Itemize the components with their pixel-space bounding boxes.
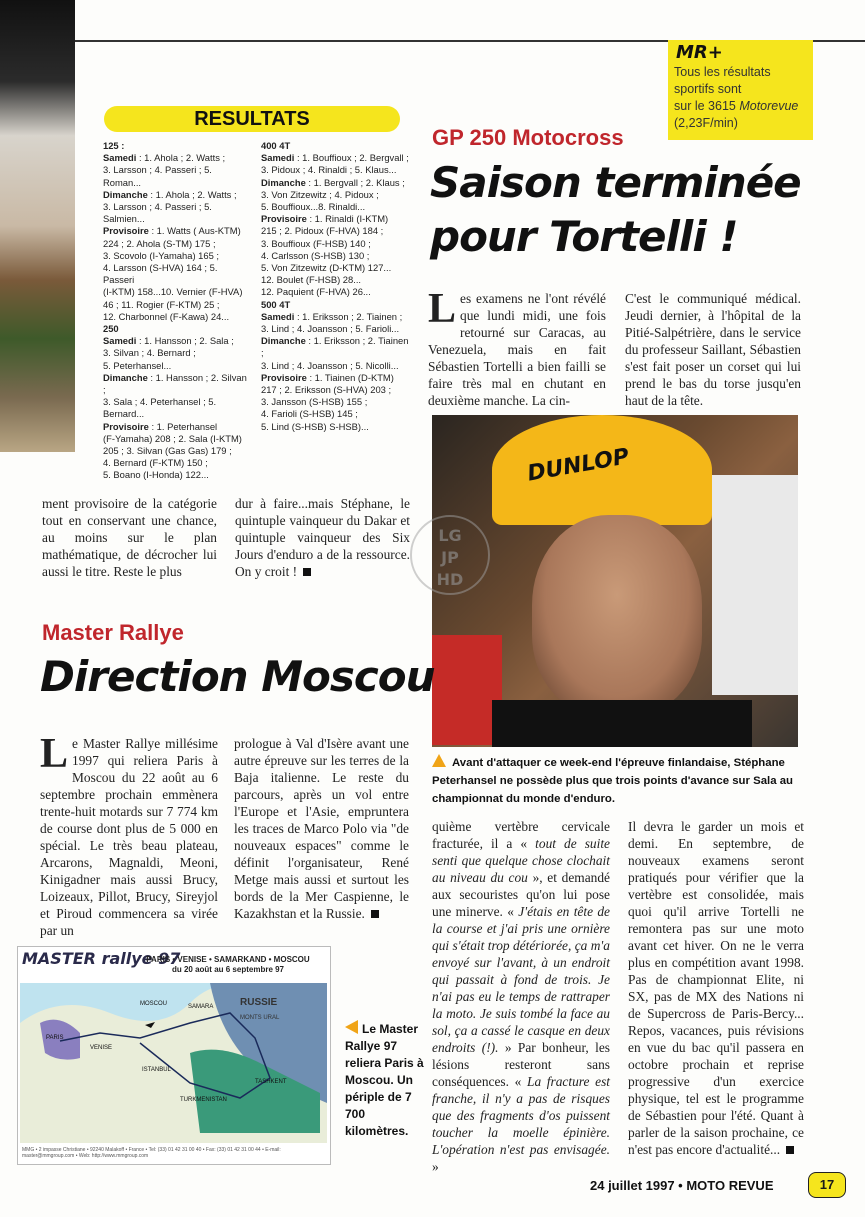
- results-line: Samedi : 1. Eriksson ; 2. Tiainen ;: [261, 310, 403, 322]
- map-city-0: PARIS: [46, 1035, 64, 1041]
- results-line: 3. Pidoux ; 4. Rinaldi ; 5. Klaus...: [261, 164, 397, 176]
- map-label-oural: MONTS URAL: [240, 1015, 280, 1021]
- results-column-1: [103, 140, 251, 482]
- end-mark-icon: [303, 568, 311, 576]
- map-city-2: MOSCOU: [140, 1001, 167, 1007]
- results-line: 3. Von Zitzewitz ; 4. Pidoux ;: [261, 188, 379, 200]
- results-column-2: [261, 140, 409, 433]
- results-line: Samedi : 1. Bouffioux ; 2. Bergvall ;: [261, 152, 409, 164]
- results-line: 215 ; 2. Pidoux (F-HVA) 184 ;: [261, 225, 384, 237]
- results-line: Provisoire : 1. Watts ( Aus-KTM): [103, 225, 241, 237]
- results-line: Provisoire : 1. Rinaldi (I-KTM): [261, 213, 389, 225]
- map-label-russie: RUSSIE: [240, 997, 278, 1008]
- results-line: 205 ; 3. Silvan (Gas Gas) 179 ;: [103, 445, 232, 457]
- triangle-left-icon: [345, 1020, 358, 1034]
- photo-background-sponsor: [712, 475, 798, 695]
- results-line: 5. Bouffioux...8. Rinaldi...: [261, 201, 366, 213]
- map-city-4: ISTANBUL: [142, 1067, 171, 1073]
- results-line: 4. Larsson (S-HVA) 164 ; 5. Passeri: [103, 262, 218, 286]
- results-line: 5. Lind (S-HSB) S-HSB)...: [261, 420, 369, 432]
- gp250-dropcap: L: [428, 286, 457, 332]
- master-rallye-logo: MASTER rallye 97: [22, 949, 181, 968]
- route-map-svg: [20, 983, 327, 1143]
- rallye-dropcap: L: [40, 731, 69, 777]
- gp250-column-3: quième vertèbre cervicale fracturée, il a « tout de suite senti que quelque chose clochait au niveau du cou », et demandé aux secouristes qu'on lui pose une minerve. « J'étais en tête de la course et j'ai pris une ornière qui s'était trop détériorée, ça m'a envoyé sur l'avant, à un endroit qui passait à fond de trois. Je n'ai pas eu le temps de rattraper la moto. Je suis tombé la face au sol, ça a cassé le casque en deux endroits (!). » Par bonheur, les lésions resteront sans conséquences. « La fracture est franche, il n'y a pas de risques que des fragments d'os puissent toucher la moelle épinière. L'opération n'est pas envisagée. »: [432, 819, 611, 1174]
- results-line: 5. Boano (I-Honda) 122...: [103, 469, 209, 481]
- results-line: Provisoire : 1. Tiainen (D-KTM): [261, 371, 394, 383]
- results-line: 3. Lind ; 4. Joansson ; 5. Nicolli...: [261, 359, 399, 371]
- results-line: 125 :: [103, 140, 125, 151]
- rider-face: [532, 515, 702, 715]
- results-line: 250: [103, 323, 119, 335]
- results-line: 3. Scovolo (I-Yamaha) 165 ;: [103, 249, 220, 261]
- map-city-6: TASHKENT: [255, 1079, 287, 1085]
- results-line: 12. Boulet (F-HSB) 28...: [261, 274, 362, 286]
- results-line: 12. Paquient (F-HVA) 26...: [261, 286, 371, 298]
- end-mark-icon: [371, 910, 379, 918]
- rallye-map: [17, 946, 331, 1165]
- results-line: 4. Carlsson (S-HSB) 130 ;: [261, 249, 370, 261]
- end-mark-icon: [786, 1146, 794, 1154]
- results-line: 400 4T: [261, 140, 291, 151]
- results-line: 224 ; 2. Ahola (S-TM) 175 ;: [103, 237, 216, 249]
- gp250-kicker: GP 250 Motocross: [432, 125, 624, 150]
- results-line: Dimanche : 1. Ahola ; 2. Watts ;: [103, 188, 237, 200]
- left-edge-photo: [0, 0, 75, 452]
- results-line: Dimanche : 1. Bergvall ; 2. Klaus ;: [261, 176, 405, 188]
- gp250-headline-line2: pour Tortelli !: [430, 212, 738, 261]
- results-line: Dimanche : 1. Hansson ; 2. Silvan ;: [103, 371, 247, 396]
- results-line: 5. Peterhansel...: [103, 359, 172, 371]
- rider-collar: [492, 700, 752, 747]
- issue-footer: 24 juillet 1997 • MOTO REVUE: [590, 1178, 774, 1193]
- results-line: (I-KTM) 158...10. Vernier (F-HVA): [103, 286, 243, 298]
- gp250-column-2: C'est le communiqué médical. Jeudi dernier, à l'hôpital de la Pitié-Salpétrière, dans le service du professeur Saillant, Sébastien s'est fait poser un corset qui lui prend le bas du torse jusqu'en haut de la tête.: [625, 291, 801, 408]
- results-line: 3. Bouffioux (F-HSB) 140 ;: [261, 237, 371, 249]
- results-line: 3. Larsson ; 4. Passeri ; 5. Roman...: [103, 164, 212, 188]
- map-header: PARIS • VENISE • SAMARKAND • MOSCOU du 20 août au 6 septembre 97: [146, 955, 310, 974]
- results-line: Provisoire : 1. Peterhansel: [103, 420, 218, 432]
- results-line: 3. Larsson ; 4. Passeri ; 5. Salmien...: [103, 201, 212, 225]
- results-line: 4. Farioli (S-HSB) 145 ;: [261, 408, 358, 420]
- results-line: 46 ; 11. Rogier (F-KTM) 25 ;: [103, 298, 220, 310]
- map-city-5: TURKMENISTAN: [180, 1097, 227, 1103]
- results-line: 3. Lind ; 4. Joansson ; 5. Farioli...: [261, 323, 400, 335]
- results-line: 500 4T: [261, 298, 291, 310]
- map-caption: Le Master Rallye 97 reliera Paris à Moscou. Un périple de 7 700 kilomètres.: [345, 1022, 424, 1138]
- page-number: 17: [808, 1172, 846, 1198]
- results-line: 217 ; 2. Eriksson (S-HVA) 203 ;: [261, 384, 392, 396]
- results-line: 5. Von Zitzewitz (D-KTM) 127...: [261, 262, 392, 274]
- gp250-column-1: Les examens ne l'ont révélé que lundi midi, une fois retourné sur Caracas, au Venezuela, mais en fait Sébastien Tortelli a bien failli se faire très mal en chutant en deuxième manche. La cin-: [428, 286, 606, 408]
- results-line: Samedi : 1. Ahola ; 2. Watts ;: [103, 152, 226, 164]
- results-line: 12. Charbonnel (F-Kawa) 24...: [103, 310, 230, 322]
- photo-caption: Avant d'attaquer ce week-end l'épreuve finlandaise, Stéphane Peterhansel ne possède plus que trois points d'avance sur Sala au championnat du monde d'enduro.: [432, 754, 802, 808]
- gp250-headline-line1: Saison terminée: [430, 158, 801, 207]
- results-line: Samedi : 1. Hansson ; 2. Sala ;: [103, 335, 234, 347]
- results-line: Dimanche : 1. Eriksson ; 2. Tiainen ;: [261, 335, 409, 359]
- rallye-column-2: prologue à Val d'Isère avant une autre épreuve sur les terres de la Baja italienne. Le reste du parcours, après un vol entre l'Europe et l'Asie, empruntera les traces de Marco Polo via "de nouveaux espaces" comme le définit l'organisateur, René Metge mais aussi et surtout les bords de la Mer Caspienne, le Kazakhstan et la Russie.: [234, 736, 409, 921]
- results-line: 3. Jansson (S-HSB) 155 ;: [261, 396, 368, 408]
- enduro-column-2: dur à faire...mais Stéphane, le quintuple vainqueur du Dakar et quintuple vainqueur des Six Jours d'enduro a de la ressource. On y croit !: [235, 496, 410, 579]
- results-line: 3. Silvan ; 4. Bernard ;: [103, 347, 196, 359]
- results-title: RESULTATS: [104, 106, 400, 132]
- mr-plus-text: Tous les résultats sportifs sont sur le 3615 Motorevue (2,23F/min): [674, 65, 799, 130]
- map-canvas: [20, 983, 327, 1143]
- rallye-kicker: Master Rallye: [42, 620, 184, 645]
- map-city-1: VENISE: [90, 1045, 113, 1051]
- mr-plus-logo: MR+: [676, 42, 723, 63]
- triangle-icon: [432, 754, 446, 767]
- watermark-logo: LG JP HD: [410, 515, 490, 595]
- results-line: (F-Yamaha) 208 ; 2. Sala (I-KTM): [103, 432, 242, 444]
- enduro-column-1: ment provisoire de la catégorie tout en conservant une chance, au moins sur le plan mathématique, de décrocher lui aussi le titre. Reste le plus: [42, 496, 217, 579]
- cap-logo: DUNLOP: [525, 444, 632, 487]
- results-line: 3. Sala ; 4. Peterhansel ; 5. Bernard...: [103, 396, 217, 420]
- map-city-3: SAMARA: [188, 1004, 214, 1010]
- rallye-headline: Direction Moscou: [40, 652, 435, 701]
- results-line: 4. Bernard (F-KTM) 150 ;: [103, 457, 208, 469]
- rallye-column-1: Le Master Rallye millésime 1997 qui reliera Paris à Moscou du 22 août au 6 septembre prochain emmènera trente-huit motards sur 7 774 km de course dont plus de 5 000 en spécial. Le très beau plateau, Arcarons, Magnaldi, Meoni, Kinigadner mais aussi Brucy, Loizeaux, Pillot, Brucy, Sireyjol et Piroud commencera sa virée par un: [40, 731, 218, 938]
- map-footer: MMG • 2 impasse Christiane • 92240 Malakoff • France • Tel: (33) 01 42 31 00 40 • Fax: (33) 01 42 31 00 44 • E-mail: master@mmgroup.com • Web: http://www.mmgroup.com: [22, 1147, 281, 1159]
- gp250-column-4: Il devra le garder un mois et demi. En septembre, de nouveaux examens seront pratiqués pour vérifier que la vertèbre est consolidée, mais quoi qu'il arrive Tortelli ne remontera pas sur une moto avant cet hiver. On ne le verra plus en compétition avant 1998. Pas de championnat Elite, ni SX, pas de MX des Nations ni de Supercross de Paris-Bercy... Repos, vacances, puis révisions en vue du bac qu'il passera en octobre prochain et reprise progressive d'un exercice physique, tel est le programme de Sébastien pour l'été. Quant à parler de la saison prochaine, ce n'est pas encore d'actualité...: [628, 819, 804, 1157]
